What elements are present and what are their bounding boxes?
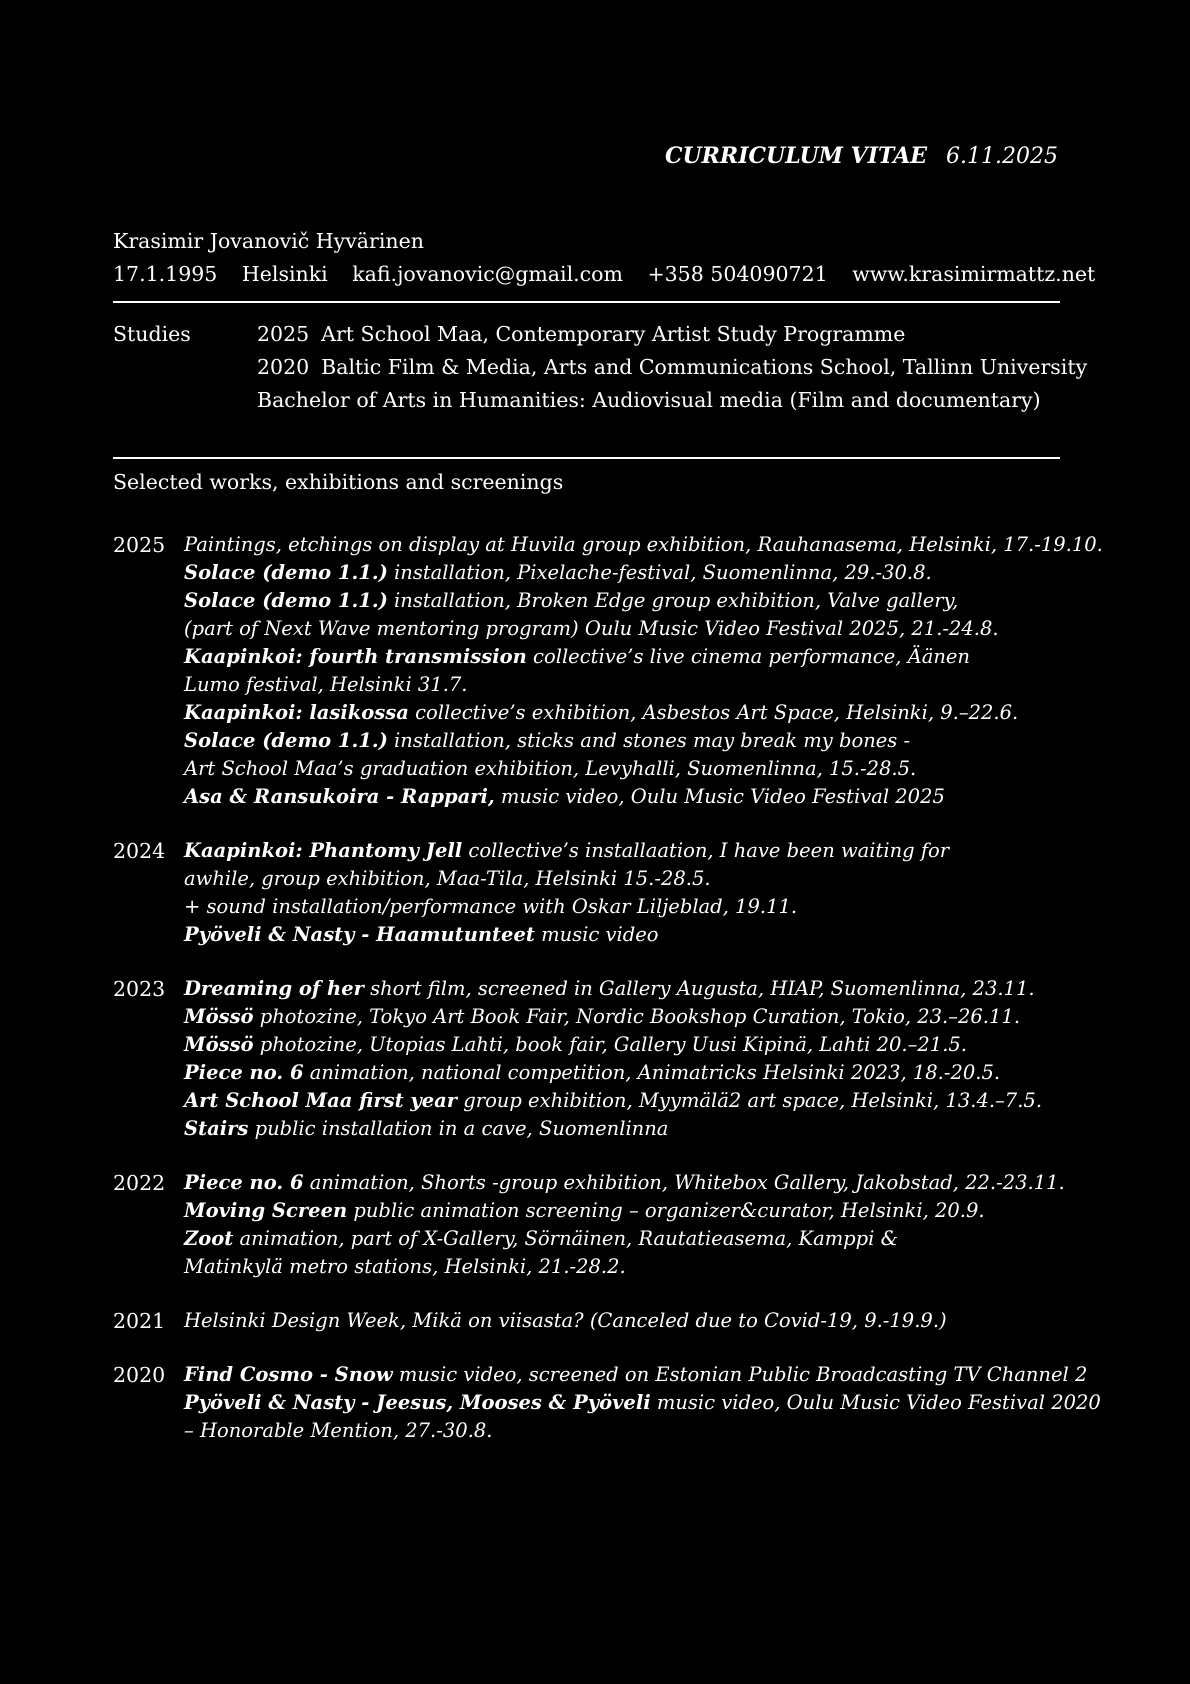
work-entry (184, 615, 1073, 643)
work-description: installation, Pixelache-festival, Suomenlinna, 29.-30.8. (387, 561, 932, 584)
work-title: Find Cosmo - Snow (184, 1363, 393, 1386)
work-entry (184, 1169, 1073, 1197)
work-title: Kaapinkoi: Phantomy Jell (184, 839, 463, 862)
work-entry (184, 587, 1073, 615)
work-title: Zoot (184, 1227, 234, 1250)
work-description: collective’s exhibition, Asbestos Art Space, Helsinki, 9.–22.6. (408, 701, 1019, 724)
work-description: Helsinki Design Week, Mikä on viisasta? (Canceled due to Covid-19, 9.-19.9.) (184, 1309, 947, 1332)
year-entries (184, 531, 1103, 811)
divider-top (113, 301, 1060, 303)
work-entry (184, 1389, 1101, 1417)
study-year: 2020 (257, 355, 310, 379)
year-label: 2021 (113, 1309, 166, 1333)
work-description: – Honorable Mention, 27.-30.8. (184, 1419, 493, 1442)
year-block-2022 (113, 1169, 1073, 1281)
work-description: Art School Maa’s graduation exhibition, Levyhalli, Suomenlinna, 15.-28.5. (184, 757, 917, 780)
work-entry (184, 531, 1103, 559)
work-description: collective’s installaation, I have been waiting for (462, 839, 950, 862)
work-description: collective’s live cinema performance, Äänen (526, 645, 970, 668)
work-title: Art School Maa first year (184, 1089, 458, 1112)
work-description: (part of Next Wave mentoring program) Oulu Music Video Festival 2025, 21.-24.8. (184, 617, 999, 640)
work-entry (184, 643, 1073, 671)
work-title: Kaapinkoi: lasikossa (184, 701, 409, 724)
study-text: Art School Maa, Contemporary Artist Study Programme (321, 322, 906, 346)
birthdate: 17.1.1995 (113, 262, 218, 286)
year-block-2021 (113, 1307, 1073, 1335)
work-description: group exhibition, Myymälä2 art space, Helsinki, 13.4.–7.5. (457, 1089, 1043, 1112)
work-entry (184, 699, 1073, 727)
year-block-2025 (113, 531, 1103, 811)
cv-date: 6.11.2025 (946, 144, 1058, 169)
year-entries (184, 1307, 1073, 1335)
year-entries (184, 975, 1073, 1143)
phone: +358 504090721 (647, 262, 828, 286)
works-list (113, 531, 1103, 1471)
study-text: Baltic Film & Media, Arts and Communications School, Tallinn University (321, 355, 1088, 379)
person-name: Krasimir Jovanovič Hyvärinen (113, 229, 424, 253)
work-title: Pyöveli & Nasty - Jeesus, Mooses & Pyöveli (184, 1391, 651, 1414)
work-description: animation, Shorts -group exhibition, Whitebox Gallery, Jakobstad, 22.-23.11. (303, 1171, 1065, 1194)
work-description: public installation in a cave, Suomenlinna (248, 1117, 669, 1140)
study-year: 2025 (257, 322, 310, 346)
year-label: 2024 (113, 839, 166, 863)
work-description: short film, screened in Gallery Augusta, HIAP, Suomenlinna, 23.11. (363, 977, 1035, 1000)
year-label: 2023 (113, 977, 166, 1001)
year-entries (184, 837, 1073, 949)
work-entry (184, 1225, 1073, 1253)
work-description: Paintings, etchings on display at Huvila group exhibition, Rauhanasema, Helsinki, 17.-19.10. (184, 533, 1103, 556)
cv-header (665, 143, 1058, 169)
work-title: Moving Screen (184, 1199, 348, 1222)
study-item (257, 318, 1087, 351)
work-entry (184, 865, 1073, 893)
year-label: 2025 (113, 533, 166, 557)
year-label: 2020 (113, 1363, 166, 1387)
works-section-title: Selected works, exhibitions and screenings (113, 470, 564, 494)
work-title: Piece no. 6 (184, 1171, 304, 1194)
work-entry (184, 1087, 1073, 1115)
work-title: Mössö (184, 1033, 254, 1056)
work-description: installation, sticks and stones may break my bones - (387, 729, 911, 752)
work-description: animation, national competition, Animatricks Helsinki 2023, 18.-20.5. (303, 1061, 1001, 1084)
work-description: animation, part of X-Gallery, Sörnäinen, Rautatieasema, Kamppi & (233, 1227, 898, 1250)
work-description: music video, Oulu Music Video Festival 2020 (650, 1391, 1101, 1414)
work-description: Lumo festival, Helsinki 31.7. (184, 673, 468, 696)
work-title: Mössö (184, 1005, 254, 1028)
work-description: music video, Oulu Music Video Festival 2025 (494, 785, 945, 808)
work-entry (184, 975, 1073, 1003)
contact-line (113, 258, 1095, 291)
cv-title: CURRICULUM VITAE (664, 143, 928, 169)
work-description: photozine, Tokyo Art Book Fair, Nordic Bookshop Curation, Tokio, 23.–26.11. (253, 1005, 1021, 1028)
studies-label: Studies (113, 322, 191, 346)
work-description: awhile, group exhibition, Maa-Tila, Helsinki 15.-28.5. (184, 867, 711, 890)
work-title: Kaapinkoi: fourth transmission (184, 645, 527, 668)
year-entries (184, 1169, 1073, 1281)
divider-middle (113, 457, 1060, 459)
work-description: photozine, Utopias Lahti, book fair, Gallery Uusi Kipinä, Lahti 20.–21.5. (253, 1033, 967, 1056)
work-title: Pyöveli & Nasty - Haamutunteet (184, 923, 535, 946)
work-entry (184, 755, 1073, 783)
year-entries (184, 1361, 1101, 1445)
work-entry (184, 837, 1073, 865)
work-entry (184, 727, 1073, 755)
work-title: Dreaming of her (184, 977, 364, 1000)
work-entry (184, 1115, 1073, 1143)
work-title: Solace (demo 1.1.) (184, 561, 388, 584)
website-link[interactable]: www.krasimirmattz.net (852, 262, 1096, 286)
study-degree: Bachelor of Arts in Humanities: Audiovisual media (Film and documentary) (257, 388, 1041, 412)
work-entry (184, 1003, 1073, 1031)
work-entry (184, 559, 1073, 587)
year-block-2023 (113, 975, 1073, 1143)
work-entry (184, 1361, 1088, 1389)
study-item (257, 351, 1087, 384)
work-description: music video, screened on Estonian Public Broadcasting TV Channel 2 (392, 1363, 1088, 1386)
work-description: Matinkylä metro stations, Helsinki, 21.-28.2. (184, 1255, 626, 1278)
work-entry (184, 1253, 1073, 1281)
work-description: public animation screening – organizer&curator, Helsinki, 20.9. (347, 1199, 985, 1222)
city: Helsinki (241, 262, 328, 286)
year-block-2020 (113, 1361, 1101, 1445)
work-title: Asa & Ransukoira - Rappari, (184, 785, 495, 808)
work-entry (184, 1197, 1073, 1225)
work-entry (184, 671, 1073, 699)
work-title: Stairs (184, 1117, 249, 1140)
year-label: 2022 (113, 1171, 166, 1195)
work-entry (184, 1307, 1073, 1335)
work-title: Piece no. 6 (184, 1061, 304, 1084)
studies-list (257, 318, 1087, 417)
work-description: music video (534, 923, 659, 946)
work-entry (184, 1031, 1073, 1059)
work-entry (184, 893, 1073, 921)
year-block-2024 (113, 837, 1073, 949)
work-title: Solace (demo 1.1.) (184, 729, 388, 752)
work-description: + sound installation/performance with Oskar Liljeblad, 19.11. (184, 895, 798, 918)
work-entry (184, 921, 1073, 949)
work-entry (184, 1417, 1073, 1445)
personal-info (113, 225, 1095, 291)
work-description: installation, Broken Edge group exhibition, Valve gallery, (387, 589, 959, 612)
work-title: Solace (demo 1.1.) (184, 589, 388, 612)
work-entry (184, 1059, 1073, 1087)
work-entry (184, 783, 1073, 811)
email-link[interactable]: kafi.jovanovic@gmail.com (352, 262, 623, 286)
